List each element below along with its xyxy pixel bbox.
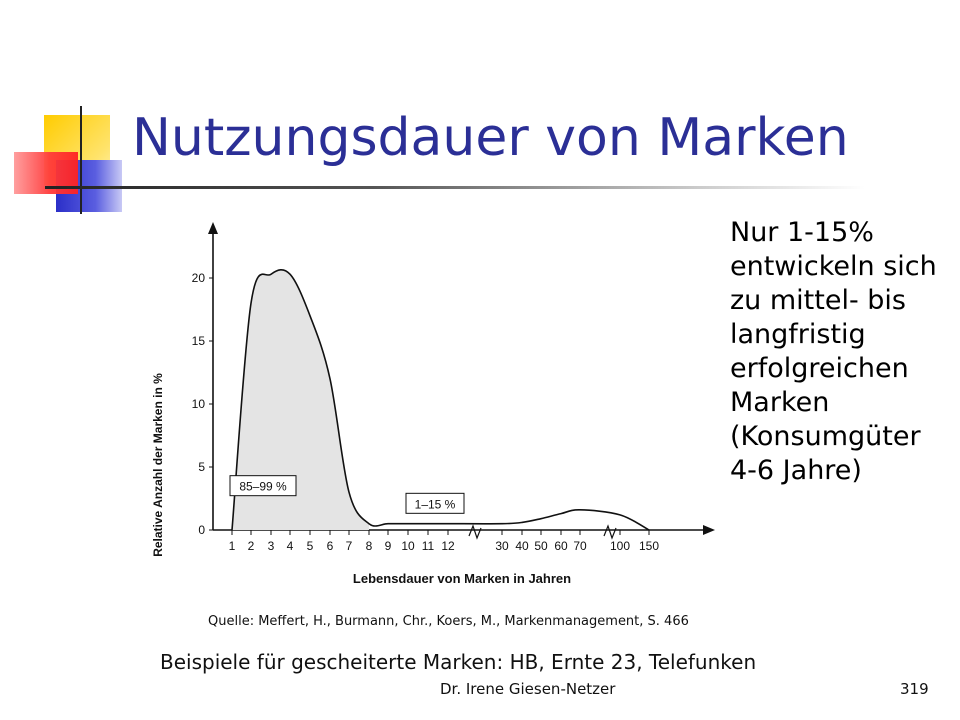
x-tick-label: 5 [306,539,314,553]
bullet-line: zu mittel- bis [730,285,906,316]
x-axis-label: Lebensdauer von Marken in Jahren [352,571,572,586]
deco-vertical-line [80,106,82,214]
slide-title: Nutzungsdauer von Marken [132,108,849,168]
x-axis-break [469,526,481,538]
bullet-line: erfolgreichen [730,353,909,384]
bullet-line: (Konsumgüter [730,421,921,452]
y-tick-label: 10 [191,397,205,411]
y-tick-label: 20 [191,271,205,285]
x-tick-label: 9 [384,539,392,553]
bullet-line: langfristig [730,319,866,350]
author-footer: Dr. Irene Giesen-Netzer [440,680,616,698]
examples-text: Beispiele für gescheiterte Marken: HB, Ernte 23, Telefunken [160,650,757,674]
y-axis-label: Relative Anzahl der Marken in % [151,373,165,557]
x-tick-label: 100 [609,539,631,553]
bullet-text [730,216,955,488]
x-tick-label: 40 [515,539,529,553]
bullet-line: Nur 1-15% [730,217,874,248]
annotation-label: 1–15 % [414,497,456,512]
x-tick-label: 12 [441,539,455,553]
lifespan-chart [140,200,720,600]
x-axis-arrow [703,525,715,535]
x-tick-label: 2 [247,539,255,553]
x-tick-label: 10 [401,539,415,553]
x-tick-label: 6 [326,539,334,553]
x-tick-label: 11 [421,539,435,553]
x-tick-label: 4 [286,539,294,553]
x-tick-label: 50 [534,539,548,553]
x-tick-label: 150 [638,539,660,553]
x-tick-label: 3 [267,539,275,553]
bullet-line: 4-6 Jahre) [730,455,862,486]
slide-number: 319 [900,680,929,698]
x-tick-label: 60 [554,539,568,553]
x-tick-label: 8 [365,539,373,553]
bullet-line: Marken [730,387,830,418]
bullet-line: entwickeln sich [730,251,937,282]
y-tick-label: 5 [198,460,205,474]
source-citation: Quelle: Meffert, H., Burmann, Chr., Koers, M., Markenmanagement, S. 466 [208,614,689,629]
plot-area [192,222,715,553]
title-underline [45,186,865,189]
x-tick-label: 30 [495,539,509,553]
x-tick-label: 70 [573,539,587,553]
x-axis-break [604,526,616,538]
x-tick-label: 7 [345,539,353,553]
x-tick-label: 1 [228,539,236,553]
annotation-label: 85–99 % [239,479,287,494]
y-tick-label: 0 [198,523,205,537]
y-tick-label: 15 [191,334,205,348]
y-axis-arrow [208,222,218,234]
